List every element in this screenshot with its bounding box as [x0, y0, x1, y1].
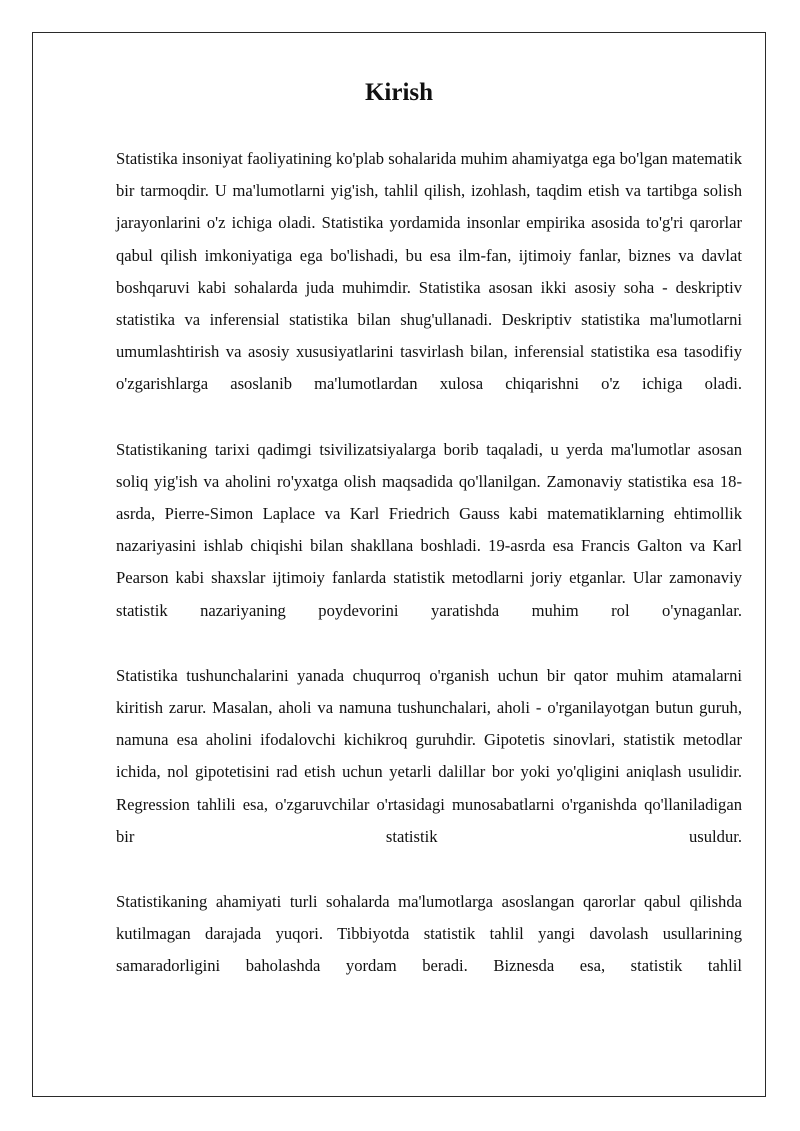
- document-body: [116, 143, 742, 983]
- paragraph-1: Statistika insoniyat faoliyatining ko'plab sohalarida muhim ahamiyatga ega bo'lgan matematik bir tarmoqdir. U ma'lumotlarni yig'ish, tahlil qilish, izohlash, taqdim etish va tartibga solish jarayonlarini o'z ichiga oladi. Statistika yordamida insonlar empirika asosida to'g'ri qarorlar qabul qilish imkoniyatiga ega bo'lishadi, bu esa ilm-fan, ijtimoiy fanlar, biznes va davlat boshqaruvi kabi sohalarda juda muhimdir. Statistika asosan ikki asosiy soha - deskriptiv statistika va inferensial statistika bilan shug'ullanadi. Deskriptiv statistika ma'lumotlarni umumlashtirish va asosiy xususiyatlarini tasvirlash bilan, inferensial statistika esa tasodifiy o'zgarishlarga asoslanib ma'lumotlardan xulosa chiqarishni o'z ichiga oladi.: [116, 149, 742, 394]
- paragraph-4: Statistikaning ahamiyati turli sohalarda ma'lumotlarga asoslangan qarorlar qabul qilishda kutilmagan darajada yuqori. Tibbiyotda statistik tahlil yangi davolash usullarining samaradorligini baholashda yordam beradi. Biznesda esa, statistik tahlil: [116, 892, 742, 976]
- paragraph-3: Statistika tushunchalarini yanada chuqurroq o'rganish uchun bir qator muhim atamalarni kiritish zarur. Masalan, aholi va namuna tushunchalari, aholi - o'rganilayotgan butun guruh, namuna esa aholini ifodalovchi kichikroq guruhdir. Gipotetis sinovlari, statistik metodlar ichida, nol gipotetisini rad etish uchun yetarli dalillar bor yoki yo'qligini aniqlash usulidir. Regression tahlili esa, o'zgaruvchilar o'rtasidagi munosabatlarni o'rganishda qo'llaniladigan bir statistik usuldur.: [116, 665, 742, 846]
- page-title: Kirish: [364, 79, 434, 106]
- document-page: [32, 32, 766, 1097]
- paragraph-2: Statistikaning tarixi qadimgi tsivilizatsiyalarga borib taqaladi, u yerda ma'lumotlar asosan soliq yig'ish va aholini ro'yxatga olish maqsadida qo'llanilgan. Zamonaviy statistika esa 18-asrda, Pierre-Simon Laplace va Karl Friedrich Gauss kabi matematiklarning ehtimollik nazariyasini ishlab chiqishi bilan shakllana boshladi. 19-asrda esa Francis Galton va Karl Pearson kabi shaxslar ijtimoiy fanlarda statistik metodlarni joriy etganlar. Ular zamonaviy statistik nazariyaning poydevorini yaratishda muhim rol o'ynaganlar.: [116, 439, 742, 620]
